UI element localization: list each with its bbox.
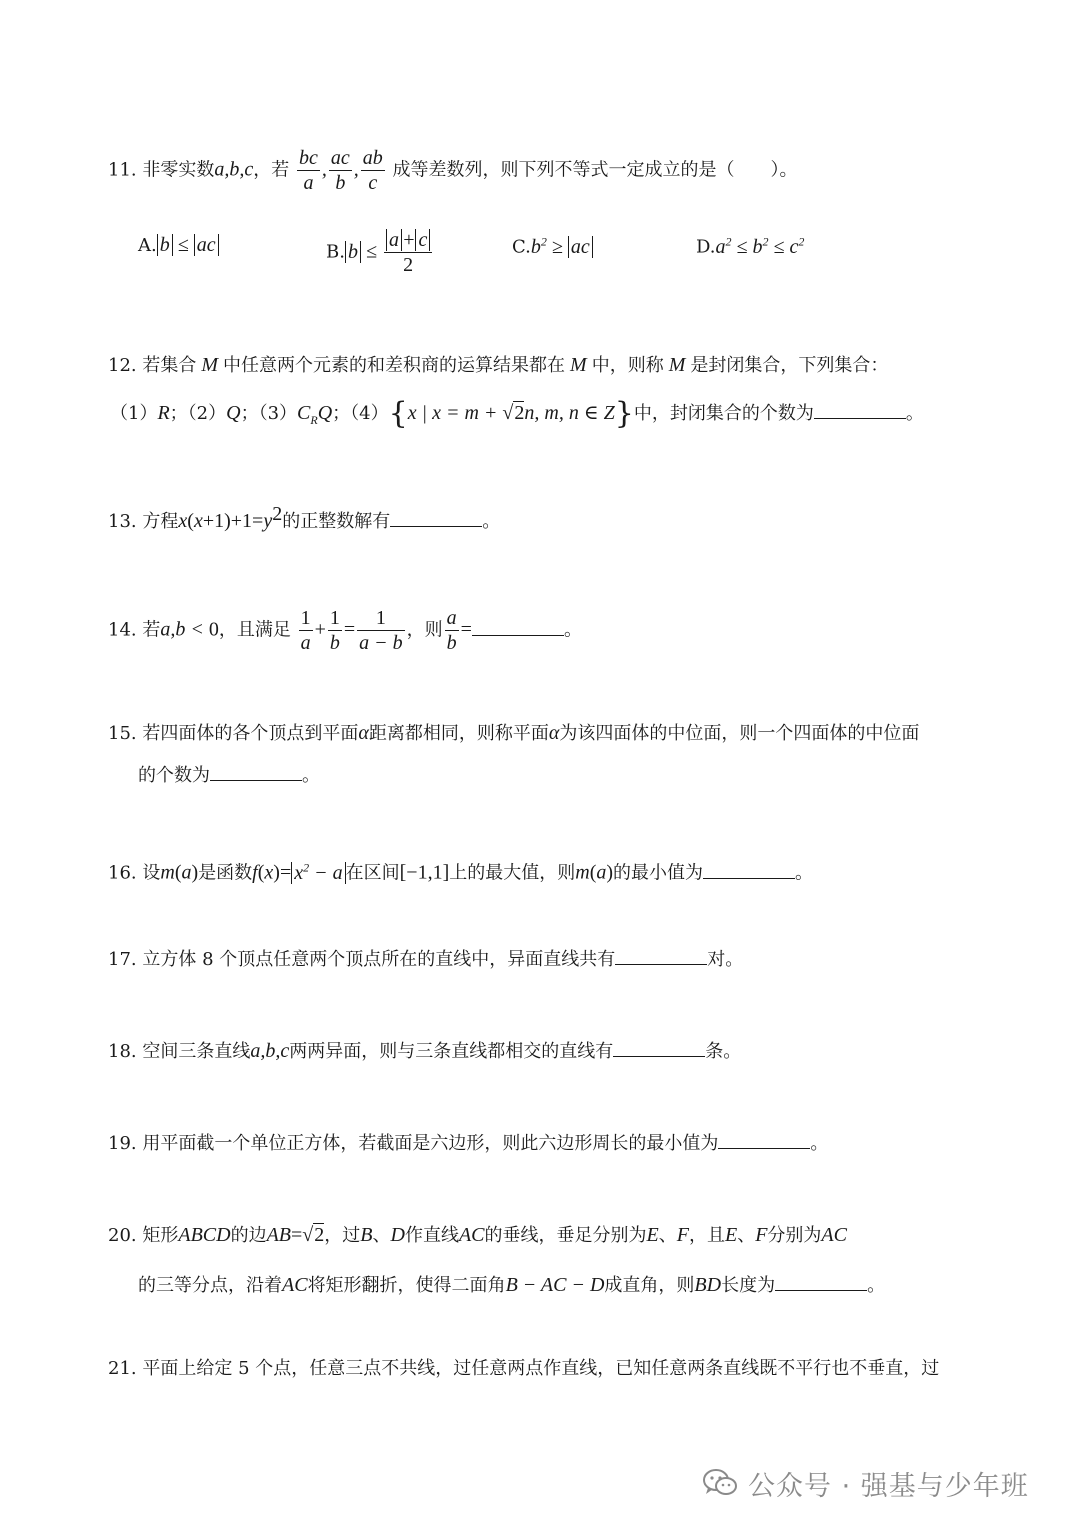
question-text: ，则 xyxy=(406,619,443,641)
question-text: 是函数 xyxy=(198,862,253,884)
question-text: 、 xyxy=(737,1225,756,1246)
question-text: 、 xyxy=(372,1225,391,1246)
wechat-icon xyxy=(702,1468,738,1498)
question-text: 上的最大值，则 xyxy=(449,862,576,884)
question-text: 的边 xyxy=(230,1225,267,1246)
option-label: D. xyxy=(696,236,716,258)
question-number: 19. xyxy=(108,1133,137,1154)
math-vars: a,b,c xyxy=(214,158,254,181)
question-text: 分别为 xyxy=(767,1225,822,1246)
answer-blank[interactable] xyxy=(210,762,302,781)
question-number: 12. xyxy=(108,355,137,376)
period: 。 xyxy=(482,511,501,532)
question-text: 若四面体的各个顶点到平面 xyxy=(142,723,359,744)
question-text: 矩形 xyxy=(142,1225,179,1246)
question-text: 中，封闭集合的个数为 xyxy=(633,403,814,424)
period: 。 xyxy=(795,862,814,884)
question-text: 的正整数解有 xyxy=(282,511,391,532)
option-label: A. xyxy=(138,235,157,256)
question-20-line2: 的三等分点，沿着AC将矩形翻折，使得二面角B − AC − D成直角，则BD长度为 。 xyxy=(138,1274,886,1296)
question-number: 21. xyxy=(108,1358,137,1379)
question-text: 条。 xyxy=(705,1041,742,1062)
question-number: 13. xyxy=(108,511,137,532)
watermark xyxy=(702,1463,1029,1503)
option-label: B. xyxy=(326,241,345,263)
question-text: 中任意两个元素的和差积商的运算结果都在 xyxy=(223,355,566,376)
question-number: 11. xyxy=(108,159,137,181)
question-text: ；（4） xyxy=(332,403,389,424)
question-number: 15. xyxy=(108,723,137,744)
question-number: 14. xyxy=(108,619,137,641)
question-21 xyxy=(108,1356,988,1382)
question-text: ，且 xyxy=(688,1225,725,1246)
answer-blank[interactable] xyxy=(472,617,564,636)
option-d: $D.a^2 \le b^2 \le c^2$ xyxy=(696,234,805,258)
period: 。 xyxy=(563,619,582,641)
question-text: 空间三条直线 xyxy=(142,1041,251,1062)
watermark-text: 公众号 · 强基与少年班 xyxy=(748,1470,1029,1502)
fraction-ab-c: $\frac{ab}{c}$ xyxy=(362,147,383,194)
question-text: 中，则称 xyxy=(591,355,664,376)
question-14: 14. 若a,b < 0，且满足 $\frac{1}{a}$ + $\frac{1}{b}$ = $\frac{1}{a - b}$ ，则 $\frac{a}{b}$ = 。 xyxy=(108,607,582,654)
question-text: 若集合 xyxy=(142,355,197,376)
answer-blank[interactable] xyxy=(775,1272,867,1291)
question-text: 将矩形翻折，使得二面角 xyxy=(307,1275,506,1296)
question-text: ，且满足 xyxy=(218,619,291,641)
question-text: 的垂线，垂足分别为 xyxy=(484,1225,647,1246)
question-text: 的三等分点，沿着 xyxy=(138,1275,282,1296)
period: 。 xyxy=(867,1275,886,1296)
answer-blank[interactable] xyxy=(718,1130,810,1149)
question-18: 18. 空间三条直线a,b,c两两异面，则与三条直线都相交的直线有 条。 xyxy=(108,1040,742,1062)
question-text: 方程 xyxy=(142,511,179,532)
question-text: 对。 xyxy=(707,949,744,970)
question-17 xyxy=(108,946,988,973)
question-15: 15. 若四面体的各个顶点到平面α距离都相同，则称平面α为该四面体的中位面，则一个四面体的中位面 xyxy=(108,722,920,744)
answer-blank[interactable] xyxy=(615,946,707,965)
question-text: 若 xyxy=(142,619,161,641)
question-text: 是封闭集合，下列集合： xyxy=(690,355,889,376)
question-text: ；（2） xyxy=(169,403,227,424)
question-number: 16. xyxy=(108,862,137,884)
question-text: 作直线 xyxy=(404,1225,459,1246)
question-12-line2: （1）R；（2）Q；$(3)C_RQ$；（4）{x | x = m + √2n, m, n ∈ Z}中，封闭集合的个数为 。 xyxy=(110,396,924,431)
period: 。 xyxy=(302,765,320,786)
question-text: 的个数为 xyxy=(138,765,210,786)
question-text: 在区间 xyxy=(345,862,400,884)
question-text: ，若 xyxy=(253,159,290,181)
question-text: ；（3） xyxy=(240,403,298,424)
fraction-bc-a: $\frac{bc}{a}$ xyxy=(299,147,318,194)
option-c: $C.b^2$ ≥ ac xyxy=(512,234,593,259)
option-a: A. b ≤ ac xyxy=(138,234,219,257)
question-13: 13. 方程$x(x+1)+1=y^2$的正整数解有 。 xyxy=(108,503,501,532)
answer-blank[interactable] xyxy=(703,860,795,879)
question-text: 立方体 8 个顶点任意两个顶点所在的直线中，异面直线共有 xyxy=(142,949,616,970)
question-number: 20. xyxy=(108,1225,137,1246)
question-19 xyxy=(108,1130,988,1157)
question-text: 成直角，则 xyxy=(604,1275,695,1296)
question-number: 17. xyxy=(108,949,137,970)
question-12: 12. 若集合 M 中任意两个元素的和差积商的运算结果都在 M 中，则称 M 是封闭集合，下列集合： xyxy=(108,354,889,376)
question-text: 用平面截一个单位正方体，若截面是六边形，则此六边形周长的最小值为 xyxy=(142,1133,719,1154)
question-text: 为该四面体的中位面，则一个四面体的中位面 xyxy=(559,723,920,744)
answer-blank[interactable] xyxy=(613,1038,705,1057)
question-text: 两两异面，则与三条直线都相交的直线有 xyxy=(289,1041,614,1062)
question-11: 11. 非零实数a,b,c，若 $\frac{bc}{a}$ , $\frac{ac}{b}$ , $\frac{ab}{c}$ 成等差数列，则下列不等式一定成立的是（ ）。 xyxy=(108,147,798,194)
answer-blank[interactable] xyxy=(390,508,482,527)
question-text: （1） xyxy=(110,403,158,424)
answer-blank[interactable] xyxy=(814,400,906,419)
period: 。 xyxy=(905,403,924,424)
question-text: 距离都相同，则称平面 xyxy=(368,723,549,744)
option-b: B. b ≤ $\frac{a + c}{2}$ xyxy=(326,228,434,277)
question-16: 16. 设m(a)是函数$f(x)= x^2 - a$ 在区间[−1,1]上的最大值，则m(a)的最小值为 。 xyxy=(108,860,814,884)
question-text: 长度为 xyxy=(721,1275,776,1296)
option-label: C. xyxy=(512,236,531,258)
question-number: 18. xyxy=(108,1041,137,1062)
question-text: 成等差数列，则下列不等式一定成立的是（ ）。 xyxy=(392,159,798,181)
question-text: 非零实数 xyxy=(142,159,215,181)
question-text: 、 xyxy=(658,1225,677,1246)
question-text: 设 xyxy=(142,862,161,884)
question-text: ，过 xyxy=(324,1225,361,1246)
question-20: 20. 矩形ABCD的边AB=√2，过B、D作直线AC的垂线，垂足分别为E、F，且E、F分别为AC xyxy=(108,1224,847,1246)
fraction-ac-b: $\frac{ac}{b}$ xyxy=(330,147,350,194)
period: 。 xyxy=(810,1133,829,1154)
question-text: 平面上给定 5 个点，任意三点不共线，过任意两点作直线，已知任意两条直线既不平行也不垂直，过 xyxy=(142,1358,940,1379)
question-15-line2 xyxy=(138,762,1018,789)
question-text: 的最小值为 xyxy=(613,862,704,884)
